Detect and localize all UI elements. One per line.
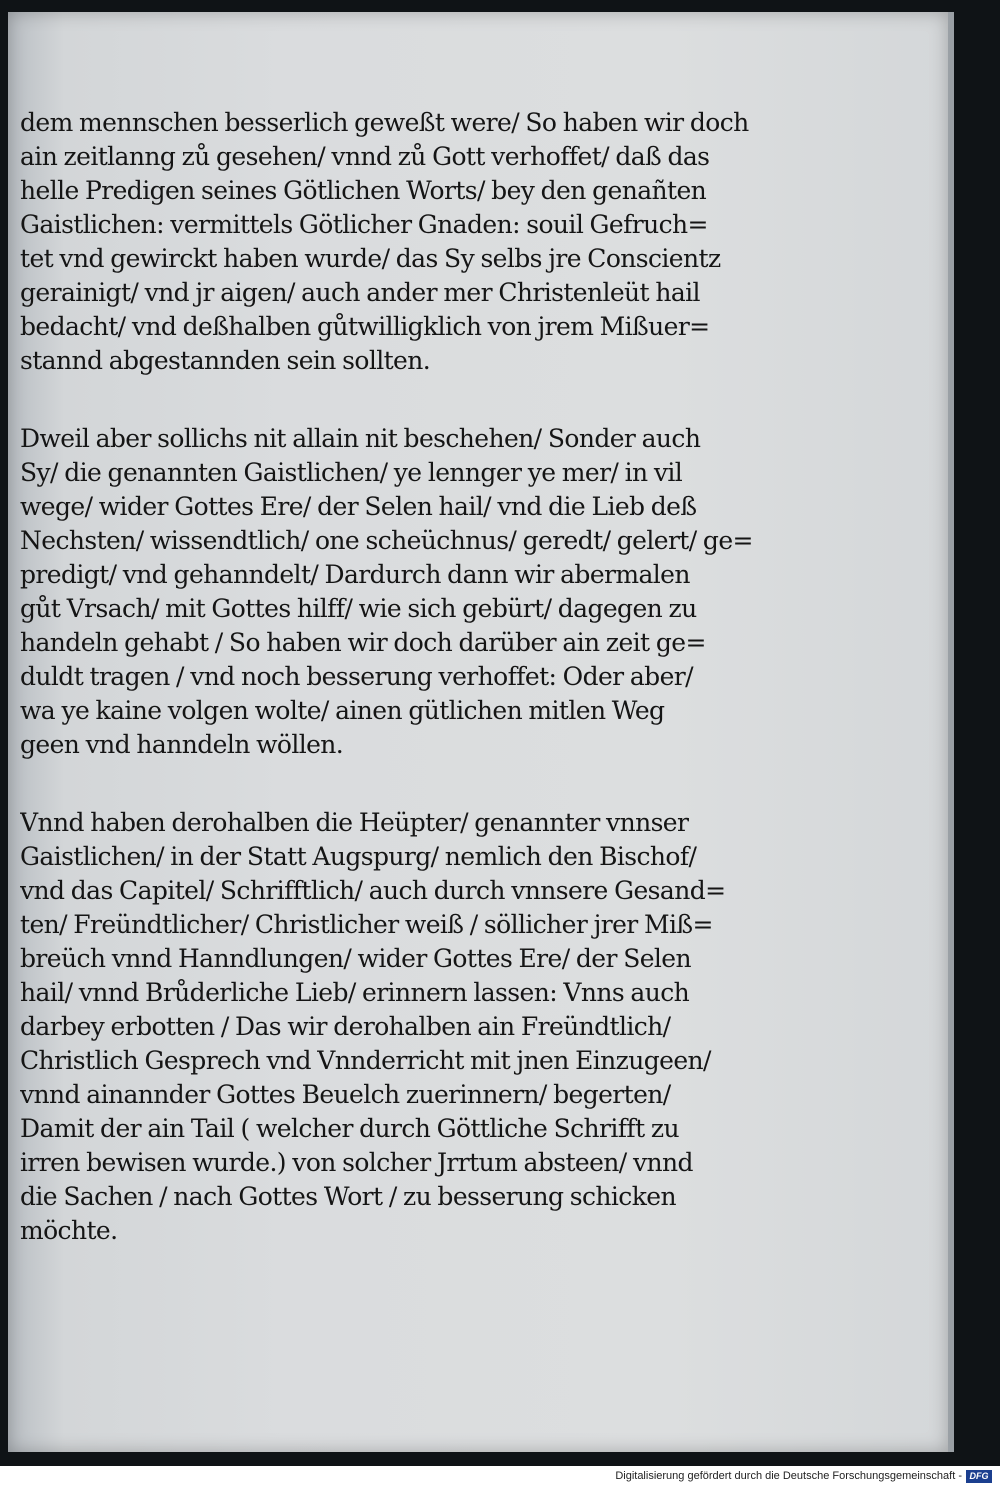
text-line: darbey erbotten / Das wir derohalben ain Freündtlich/	[20, 1012, 671, 1041]
text-line: vnnd ainannder Gottes Beuelch zuerinnern/ begerten/	[20, 1080, 671, 1109]
text-line: tet vnd gewirckt haben wurde/ das Sy selbs jre Conscientz	[20, 244, 721, 273]
page-edge	[948, 12, 954, 1452]
text-line: möchte.	[20, 1216, 118, 1245]
paragraph-3	[20, 806, 800, 1248]
dfg-logo: DFG	[966, 1470, 992, 1483]
text-line: dem mennschen besserlich geweßt were/ So haben wir doch	[20, 108, 749, 137]
text-line: vnd das Capitel/ Schrifftlich/ auch durch vnnsere Gesand=	[20, 876, 726, 905]
text-line: Sy/ die genannten Gaistlichen/ ye lennger ye mer/ in vil	[20, 458, 683, 487]
text-line: ten/ Freündtlicher/ Christlicher weiß / söllicher jrer Miß=	[20, 910, 713, 939]
text-line: stannd abgestannden sein sollten.	[20, 346, 431, 375]
text-line: Nechsten/ wissendtlich/ one scheüchnus/ geredt/ gelert/ ge=	[20, 526, 753, 555]
text-line: wege/ wider Gottes Ere/ der Selen hail/ vnd die Lieb deß	[20, 492, 697, 521]
text-line: Christlich Gesprech vnd Vnnderricht mit jnen Einzugeen/	[20, 1046, 711, 1075]
text-line: helle Predigen seines Götlichen Worts/ bey den genañten	[20, 176, 707, 205]
text-line: wa ye kaine volgen wolte/ ainen gütlichen mitlen Weg	[20, 696, 665, 725]
text-line: die Sachen / nach Gottes Wort / zu besserung schicken	[20, 1182, 676, 1211]
text-line: predigt/ vnd gehanndelt/ Dardurch dann wir abermalen	[20, 560, 690, 589]
text-line: ain zeitlanng zů gesehen/ vnnd zů Gott verhoffet/ daß das	[20, 142, 710, 171]
paragraph-2	[20, 422, 800, 762]
text-line: hail/ vnnd Brůderliche Lieb/ erinnern lassen: Vnns auch	[20, 978, 690, 1007]
text-line: Damit der ain Tail ( welcher durch Göttliche Schrifft zu	[20, 1114, 679, 1143]
text-line: duldt tragen / vnd noch besserung verhoffet: Oder aber/	[20, 662, 693, 691]
text-line: Dweil aber sollichs nit allain nit beschehen/ Sonder auch	[20, 424, 701, 453]
text-line: Gaistlichen: vermittels Götlicher Gnaden: souil Gefruch=	[20, 210, 708, 239]
funding-credit: Digitalisierung gefördert durch die Deutsche Forschungsgemeinschaft -	[615, 1470, 962, 1482]
text-line: Gaistlichen/ in der Statt Augspurg/ nemlich den Bischof/	[20, 842, 697, 871]
text-line: geen vnd hanndeln wöllen.	[20, 730, 344, 759]
text-line: irren bewisen wurde.) von solcher Jrrtum absteen/ vnnd	[20, 1148, 693, 1177]
footer-bar	[0, 1466, 1000, 1488]
text-line: gerainigt/ vnd jr aigen/ auch ander mer Christenleüt hail	[20, 278, 700, 307]
text-line: bedacht/ vnd deßhalben gůtwilligklich von jrem Mißuer=	[20, 312, 710, 341]
text-line: breüch vnnd Hanndlungen/ wider Gottes Ere/ der Selen	[20, 944, 692, 973]
paragraph-1	[20, 106, 800, 378]
text-line: gůt Vrsach/ mit Gottes hilff/ wie sich gebürt/ dagegen zu	[20, 594, 697, 623]
text-line: handeln gehabt / So haben wir doch darüber ain zeit ge=	[20, 628, 706, 657]
text-line: Vnnd haben derohalben die Heüpter/ genannter vnnser	[20, 808, 689, 837]
